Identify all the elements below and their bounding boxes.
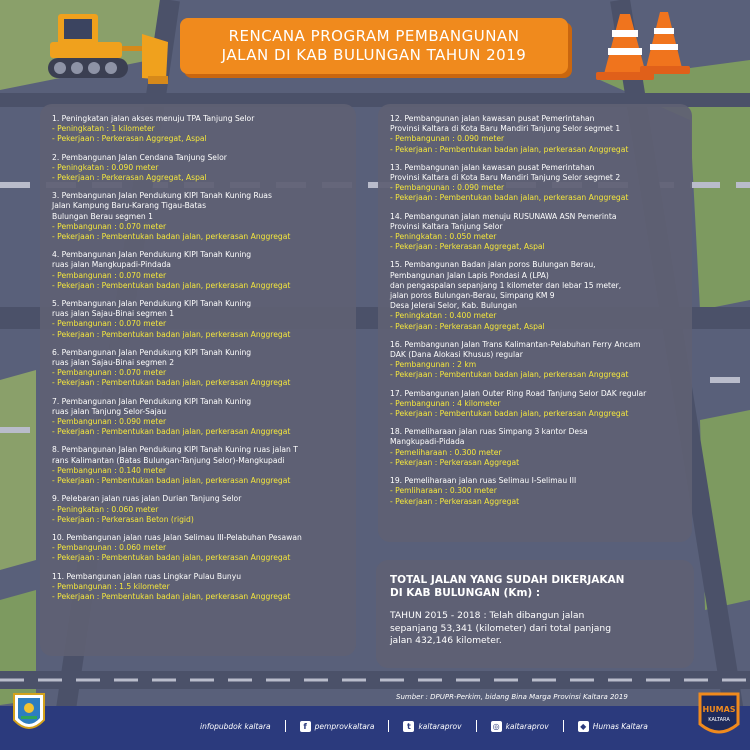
program-item bbox=[52, 397, 348, 438]
instagram-icon: ◎ bbox=[491, 721, 502, 732]
program-detail: - Peningkatan : 1 kilometer bbox=[52, 124, 155, 134]
program-detail: - Peningkatan : 0.060 meter bbox=[52, 504, 159, 514]
program-title: 18. Pemeliharaan jalan ruas Simpang 3 kantor Desa Mangkupadi-Pidada bbox=[390, 427, 588, 447]
left-program-list bbox=[40, 104, 356, 656]
program-detail: - Pembangunan : 0.070 meter bbox=[52, 319, 167, 329]
program-detail: - Pembangunan : 0.070 meter bbox=[52, 221, 167, 231]
program-item bbox=[52, 348, 348, 389]
source-note: Sumber : DPUPR-Perkim, bidang Bina Marga Provinsi Kaltara 2019 bbox=[396, 693, 628, 701]
program-detail: - Pekerjaan : Perkerasan Aggregat, Aspal bbox=[390, 242, 545, 252]
program-detail: - Pekerjaan : Pembentukan badan jalan, perkerasan Anggregat bbox=[52, 378, 291, 388]
humas-link[interactable] bbox=[578, 721, 648, 732]
total-description: TAHUN 2015 - 2018 : Telah dibangun jalan sepanjang 53,341 (kilometer) dari total panjang jalan 432,146 kilometer. bbox=[390, 610, 612, 647]
program-detail: - Pekerjaan : Perkerasan Aggregat, Aspal bbox=[52, 173, 207, 183]
footer-bar bbox=[0, 706, 750, 750]
program-detail: - Peningkatan : 0.050 meter bbox=[390, 232, 497, 242]
program-item bbox=[390, 389, 686, 420]
program-title: 9. Pelebaran jalan ruas jalan Durian Tanjung Selor bbox=[52, 494, 242, 504]
footer-separator bbox=[563, 720, 564, 732]
program-detail: - Pekerjaan : Perkerasan Aggregat bbox=[390, 457, 520, 467]
program-detail: - Pekerjaan : Perkerasan Aggregat bbox=[390, 496, 520, 506]
humas-badge-line1: HUMAS bbox=[702, 705, 736, 714]
program-title: 4. Pembangunan Jalan Pendukung KIPI Tanah Kuning ruas jalan Mangkupadi-Pindada bbox=[52, 250, 252, 270]
program-detail: - Pembangunan : 0.090 meter bbox=[390, 183, 505, 193]
program-detail: - Pekerjaan : Pembentukan badan jalan, perkerasan Anggregat bbox=[390, 144, 629, 154]
total-summary-panel bbox=[376, 560, 694, 668]
program-item bbox=[52, 114, 348, 145]
page-title-line1: RENCANA PROGRAM PEMBANGUNAN bbox=[228, 27, 520, 45]
program-title: 13. Pembangunan jalan kawasan pusat Pemerintahan Provinsi Kaltara di Kota Baru Mandiri Tanjung Selor segmet 2 bbox=[390, 162, 621, 183]
humas-kaltara-logo bbox=[696, 690, 742, 740]
instagram-link[interactable] bbox=[491, 721, 549, 732]
program-title: 17. Pembangunan Jalan Outer Ring Road Tanjung Selor DAK regular bbox=[390, 388, 647, 398]
program-title: 6. Pembangunan Jalan Pendukung KIPI Tanah Kuning ruas jalan Sajau-Binai segmen 2 bbox=[52, 347, 252, 368]
program-title: 2. Pembangunan Jalan Cendana Tanjung Selor bbox=[52, 152, 227, 162]
program-item bbox=[390, 163, 686, 204]
program-detail: - Peningkatan : 0.090 meter bbox=[52, 162, 159, 172]
program-detail: - Pembangunan : 0.140 meter bbox=[52, 465, 167, 475]
humas-icon: ◆ bbox=[578, 721, 589, 732]
traffic-cones-icon bbox=[588, 8, 708, 88]
program-detail: - Pekerjaan : Perkerasan Aggregat, Aspal bbox=[390, 321, 545, 331]
footer-separator bbox=[285, 720, 286, 732]
program-detail: - Pekerjaan : Pembentukan badan jalan, perkerasan Anggregat bbox=[52, 329, 291, 339]
facebook-handle: pemprovkaltara bbox=[314, 721, 375, 731]
right-program-list bbox=[378, 104, 692, 542]
program-item bbox=[52, 572, 348, 603]
program-detail: - Pekerjaan : Pembentukan badan jalan, perkerasan Anggregat bbox=[52, 476, 291, 486]
twitter-handle: kaltaraprov bbox=[418, 721, 462, 731]
program-title: 8. Pembangunan Jalan Pendukung KIPI Tanah Kuning ruas jalan T rans Kalimantan (Batas Bulungan-Tanjung Selor)-Mangkupadi bbox=[52, 445, 298, 465]
footer-separator bbox=[476, 720, 477, 732]
infopubdok-label: infopubdok kaltara bbox=[200, 721, 271, 731]
program-title: 10. Pembangunan jalan ruas Jalan Selimau III-Pelabuhan Pesawan bbox=[52, 532, 302, 542]
program-item bbox=[52, 250, 348, 291]
program-title: 7. Pembangunan Jalan Pendukung KIPI Tanah Kuning ruas jalan Tanjung Selor-Sajau bbox=[52, 396, 252, 416]
program-item bbox=[390, 260, 686, 331]
program-detail: - Pekerjaan : Pembentukan badan jalan, perkerasan Anggregat bbox=[52, 591, 291, 601]
program-title: 5. Pembangunan Jalan Pendukung KIPI Tanah Kuning ruas jalan Sajau-Binai segmen 1 bbox=[52, 299, 252, 319]
total-title-line1: TOTAL JALAN YANG SUDAH DIKERJAKAN bbox=[390, 574, 625, 586]
program-item bbox=[52, 191, 348, 242]
program-detail: - Pekerjaan : Pembentukan badan jalan, perkerasan Anggregat bbox=[52, 427, 291, 437]
program-detail: - Pemeliharaan : 0.300 meter bbox=[390, 447, 502, 457]
program-title: 14. Pembangunan jalan menuju RUSUNAWA ASN Pemerinta Provinsi Kaltara Tanjung Selor bbox=[390, 211, 617, 231]
program-item bbox=[390, 476, 686, 507]
program-title: 12. Pembangunan jalan kawasan pusat Pemerintahan Provinsi Kaltara di Kota Baru Mandiri Tanjung Selor segmet 1 bbox=[390, 114, 621, 134]
program-detail: - Pembangunan : 0.070 meter bbox=[52, 270, 167, 280]
program-detail: - Pembangunan : 1.5 kilometer bbox=[52, 581, 170, 591]
program-item bbox=[52, 533, 348, 564]
program-detail: - Pekerjaan : Pembentukan badan jalan, perkerasan Anggregat bbox=[52, 280, 291, 290]
instagram-handle: kaltaraprov bbox=[505, 721, 549, 731]
program-title: 15. Pembangunan Badan jalan poros Bulungan Berau, Pembangunan Jalan Lapis Pondasi A (LPA) dan pengaspalan sepanjang 1 kilometer dan lebar 15 meter, jalan poros Bulungan-Berau, Simpang KM 9 Desa Jelerai Selor, Kab. Bulungan bbox=[390, 260, 622, 311]
program-detail: - Pekerjaan : Pembentukan badan jalan, perkerasan Anggregat bbox=[390, 193, 629, 203]
program-item bbox=[52, 445, 348, 486]
program-detail: - Pekerjaan : Perkerasan Aggregat, Aspal bbox=[52, 134, 207, 144]
program-item bbox=[52, 494, 348, 525]
program-item bbox=[390, 340, 686, 381]
twitter-icon: t bbox=[403, 721, 414, 732]
program-detail: - Pekerjaan : Pembentukan badan jalan, perkerasan Anggregat bbox=[52, 553, 291, 563]
program-title: 16. Pembangunan Jalan Trans Kalimantan-Pelabuhan Ferry Ancam DAK (Dana Alokasi Khusus) regular bbox=[390, 339, 641, 360]
program-detail: - Pekerjaan : Pembentukan badan jalan, perkerasan Anggregat bbox=[390, 409, 629, 419]
footer-separator bbox=[388, 720, 389, 732]
program-detail: - Pekerjaan : Pembentukan badan jalan, perkerasan Anggregat bbox=[52, 232, 291, 242]
program-detail: - Pembangunan : 0.090 meter bbox=[52, 417, 167, 427]
program-item bbox=[52, 153, 348, 184]
humas-handle: Humas Kaltara bbox=[592, 721, 648, 731]
program-detail: - Pemliharaan : 0.300 meter bbox=[390, 486, 497, 496]
bulldozer-icon bbox=[44, 6, 174, 86]
program-title: 3. Pembangunan Jalan Pendukung KIPI Tanah Kuning Ruas Jalan Kampung Baru-Karang Tigau-Batas Bulungan Berau segmen 1 bbox=[52, 191, 272, 221]
program-item bbox=[390, 212, 686, 253]
total-title-line2: DI KAB BULUNGAN (Km) : bbox=[390, 587, 541, 599]
program-detail: - Peningkatan : 0.400 meter bbox=[390, 311, 497, 321]
twitter-link[interactable] bbox=[403, 721, 461, 732]
program-item bbox=[52, 299, 348, 340]
program-detail: - Pembangunan : 2 km bbox=[390, 360, 477, 370]
page-title-line2: JALAN DI KAB BULUNGAN TAHUN 2019 bbox=[221, 46, 527, 64]
facebook-link[interactable] bbox=[300, 721, 375, 732]
program-title: 11. Pembangunan jalan ruas Lingkar Pulau Bunyu bbox=[52, 571, 242, 581]
program-item bbox=[390, 427, 686, 468]
program-detail: - Pembangunan : 0.070 meter bbox=[52, 368, 167, 378]
program-detail: - Pekerjaan : Perkerasan Beton (rigid) bbox=[52, 514, 194, 524]
program-detail: - Pekerjaan : Pembentukan badan jalan, perkerasan Anggregat bbox=[390, 370, 629, 380]
program-item bbox=[390, 114, 686, 155]
program-title: 1. Peningkatan jalan akses menuju TPA Tanjung Selor bbox=[52, 114, 255, 123]
program-detail: - Pembangunan : 0.060 meter bbox=[52, 543, 167, 553]
humas-badge-line2: KALTARA bbox=[708, 717, 730, 723]
program-detail: - Pembangunan : 0.090 meter bbox=[390, 134, 505, 144]
provincial-seal-logo bbox=[12, 692, 46, 736]
title-banner bbox=[180, 18, 568, 74]
facebook-icon: f bbox=[300, 721, 311, 732]
program-detail: - Pembangunan : 4 kilometer bbox=[390, 398, 501, 408]
program-title: 19. Pemeliharaan jalan ruas Selimau I-Selimau III bbox=[390, 476, 577, 486]
